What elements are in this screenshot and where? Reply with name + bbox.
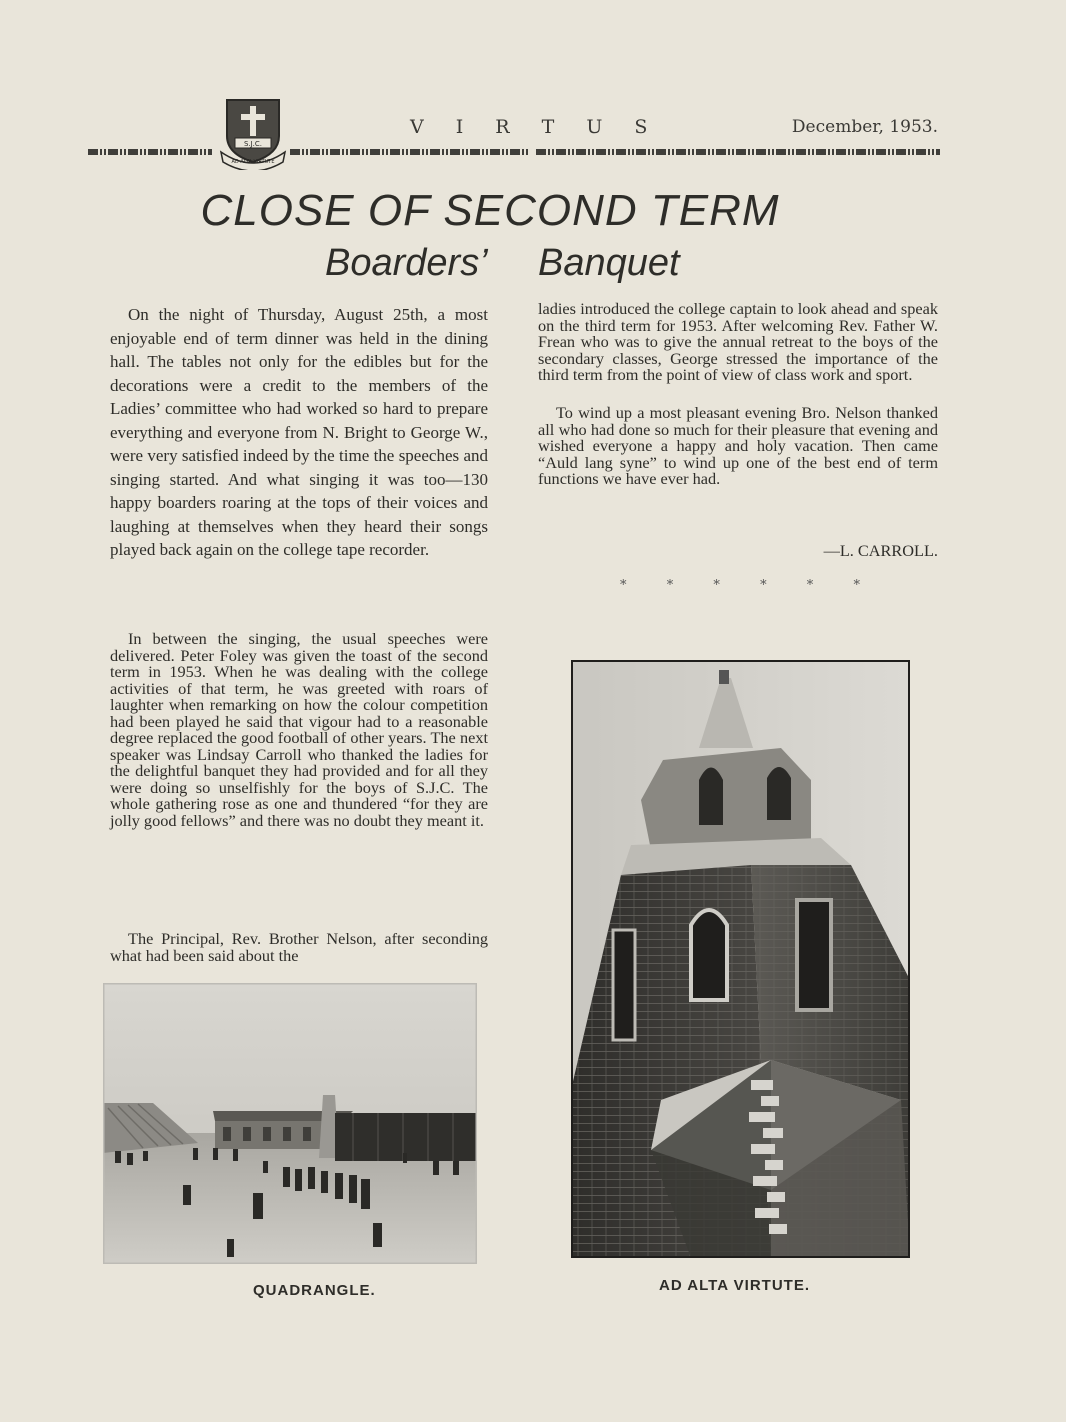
left-paragraph-2 [110, 631, 488, 829]
paragraph-text: ladies introduced the college captain to look ahead and speak on the third term for 1953. After welcoming Rev. Father W. Frean who was to give the annual retreat to the boys of the secondary classes, George stressed the importance of the third term from the point of view of class work and sport. [538, 299, 938, 385]
masthead-title: V I R T U S [410, 116, 661, 138]
masthead-date: December, 1953. [791, 117, 938, 137]
crest-initials: S.J.C. [243, 140, 263, 148]
article-subhead-right: Banquet [538, 242, 680, 284]
separator-star: * [666, 578, 674, 593]
left-paragraph-3 [110, 931, 488, 964]
separator-star: * [760, 578, 767, 593]
quadrangle-photo [103, 983, 477, 1264]
left-paragraph-1 [110, 303, 488, 562]
right-paragraph-2 [538, 405, 938, 488]
author-signature: —L. CARROLL. [823, 541, 938, 560]
separator-star: * [620, 578, 627, 593]
header-rule [536, 149, 940, 155]
paragraph-text: In between the singing, the usual speeches were delivered. Peter Foley was given the toast of the second term in 1953. When he was dealing with the college activities of that term, he was greeted with roars of laughter when remarking on how the colour competition had been played he said that vigour had to a reasonable degree replaced the good football of other years. The next speaker was Lindsay Carroll who thanked the ladies for the delightful banquet they had provided and for all they were doing so unselfishly for the boys of S.J.C. The whole gathering rose as one and thundered “for they are jolly good fellows” and there was no doubt they meant it. [110, 629, 488, 830]
article-headline: CLOSE OF SECOND TERM [200, 186, 780, 235]
college-crest-icon [217, 92, 289, 170]
paragraph-text: To wind up a most pleasant evening Bro. Nelson thanked all who had done so much for their pleasure that evening and wished everyone a happy and holy vacation. Then came “Auld lang syne” to wind up one of the best end of term functions we have ever had. [538, 403, 938, 489]
header-rule [88, 149, 212, 155]
crest-motto: AD ALTA VIRTUTE [231, 159, 275, 165]
article-subhead-left: Boarders’ [325, 242, 488, 284]
separator-star: * [806, 578, 814, 593]
right-paragraph-1 [538, 301, 938, 384]
quadrangle-caption: QUADRANGLE. [253, 1282, 376, 1299]
separator-star: * [713, 578, 720, 593]
tower-caption: AD ALTA VIRTUTE. [659, 1277, 810, 1294]
paragraph-text: On the night of Thursday, August 25th, a most enjoyable end of term dinner was held in the dining hall. The tables not only for the edibles but for the decorations were a credit to the members of the Ladies’ committee who had worked so hard to prepare everything and everyone from N. Bright to George W., were very satisfied indeed by the time the speeches and singing started. And what singing it was too—130 happy boarders roaring at the tops of their voices and laughing at themselves when they heard their songs played back again on the college tape recorder. [110, 305, 488, 559]
section-separator [620, 578, 860, 593]
separator-star: * [853, 578, 860, 593]
paragraph-text: The Principal, Rev. Brother Nelson, after seconding what had been said about the [110, 929, 488, 965]
tower-photo [571, 660, 910, 1258]
header-rule [290, 149, 530, 155]
